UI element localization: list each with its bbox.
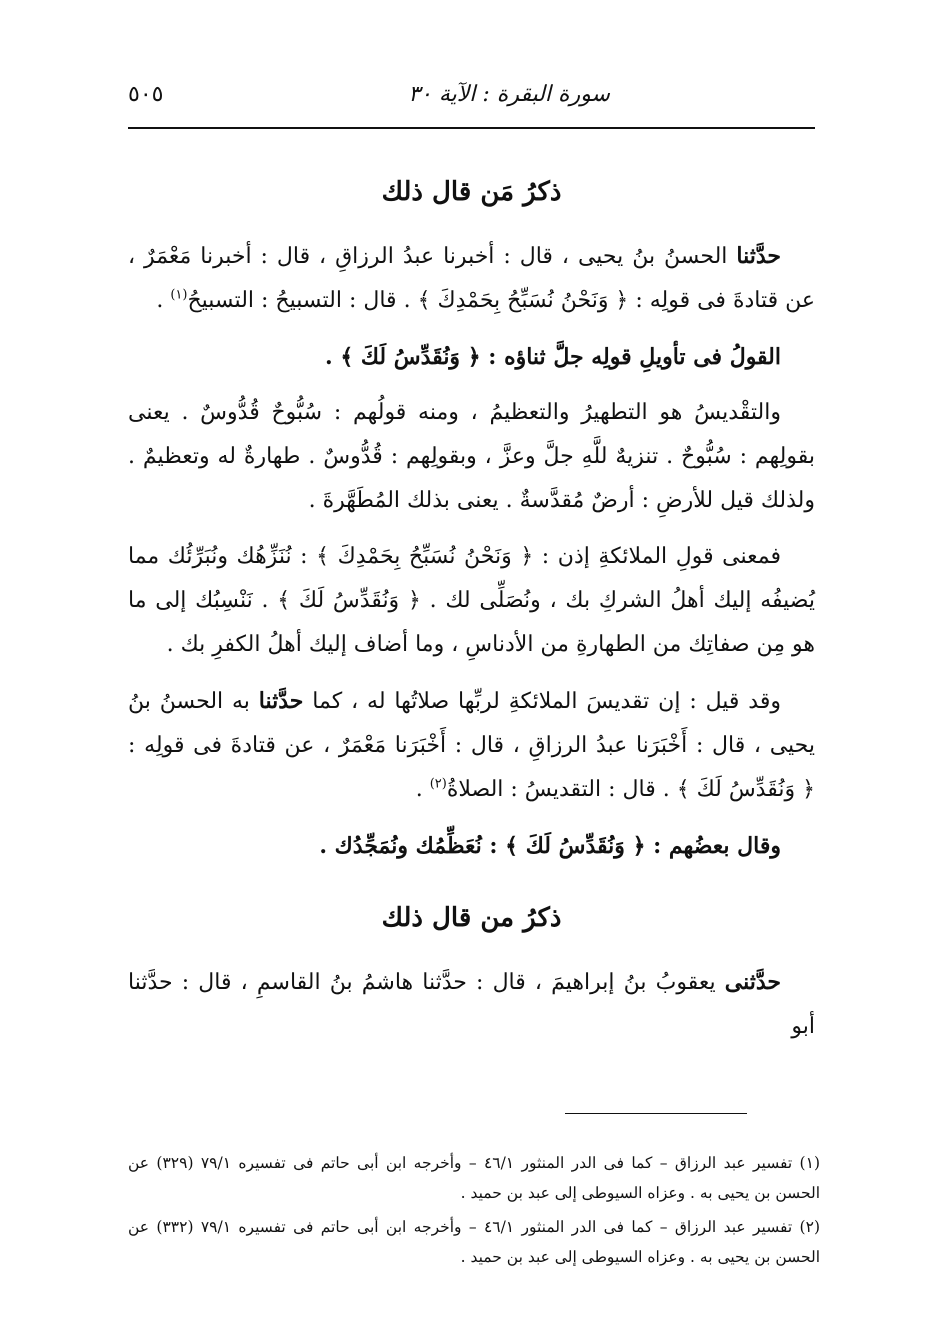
- paragraph-text: : نُنَزِّهُك ونُبَرِّئُك مما يُضيفُه إليك أهلُ الشركِ بك ، ونُصَلِّى لك .: [128, 544, 815, 613]
- quran-quote: ﴿ وَنُقَدِّسُ لَكَ ﴾: [676, 777, 815, 802]
- footnote-marker: (١): [170, 287, 188, 303]
- paragraph-4: [128, 679, 815, 812]
- quran-quote: ﴿ وَنَحْنُ نُسَبِّحُ بِحَمْدِكَ ﴾: [316, 544, 534, 569]
- quran-quote: ﴿ وَنُقَدِّسُ لَكَ ﴾: [340, 344, 481, 370]
- paragraph-text: .: [156, 288, 171, 313]
- paragraph-2: والتقْديسُ هو التطهيرُ والتعظيمُ ، ومنه قولُهم : سُبُّوحٌ قُدُّوسٌ . يعنى بقولِهم : سُبُّوحٌ . تنزيهٌ للَّهِ جلَّ وعزَّ ، وبقولِهم : قُدُّوسٌ . طهارةٌ له وتعظيمٌ . ولذلك قيل للأرضِ : أرضٌ مُقدَّسةٌ . يعنى بذلك المُطَهَّرةَ .: [128, 400, 815, 513]
- section-heading-2: ذكرُ من قال ذلك: [381, 903, 562, 933]
- section-heading-1: ذكرُ مَن قال ذلك: [381, 177, 562, 207]
- footnotes: [128, 1148, 820, 1276]
- paragraph-5: [128, 824, 815, 868]
- subheading-text: القولُ فى تأويلِ قولِه جلَّ ثناؤه :: [480, 344, 781, 370]
- subheading-tafsir: [128, 335, 815, 379]
- narration-lead: حدَّثنا: [258, 688, 304, 714]
- paragraph-3: [128, 535, 815, 667]
- header-rule: [128, 127, 815, 129]
- paragraph-text: الحسنُ بنُ يحيى ، قال : أخبرنا عبدُ الرزاقِ ، قال : أخبرنا مَعْمَرٌ ، عن قتادةَ فى قولِه :: [128, 244, 815, 313]
- narration-lead: حدَّثنا: [736, 243, 781, 269]
- paragraph-6: [128, 960, 815, 1049]
- page-number: ٥٠٥: [128, 82, 164, 107]
- footnote-separator: [565, 1113, 747, 1114]
- narration-lead: وقال بعضُهم :: [645, 833, 781, 859]
- paragraph-text: : نُعَظِّمُك ونُمَجِّدُك .: [319, 833, 506, 859]
- quran-quote: ﴿ وَنُقَدِّسُ لَكَ ﴾: [505, 833, 646, 859]
- paragraph-text: .: [415, 777, 430, 802]
- footnote-1: (١) تفسير عبد الرزاق – كما فى الدر المنثور ٤٦/١ – وأخرجه ابن أبى حاتم فى تفسيره ٧٩/١ (٣٢٩) عن الحسن بن يحيى به . وعزاه السيوطى إلى عبد بن حميد .: [128, 1154, 820, 1202]
- paragraph-text: . نَنْسِبُك إلى ما هو مِن صفاتِك من الطهارةِ من الأدناسِ ، وما أضاف إليك أهلُ الكفرِ بك .: [128, 588, 815, 657]
- paragraph-text: . قال : التسبيحُ : التسبيحُ: [187, 288, 418, 313]
- footnote-2: (٢) تفسير عبد الرزاق – كما فى الدر المنثور ٤٦/١ – وأخرجه ابن أبى حاتم فى تفسيره ٧٩/١ (٣٣٢) عن الحسن بن يحيى به . وعزاه السيوطى إلى عبد بن حميد .: [128, 1218, 820, 1266]
- paragraph-text: به الحسنُ بنُ يحيى ، قال : أَخْبَرَنا عبدُ الرزاقِ ، قال : أَخْبَرَنا مَعْمَرٌ ، عن قتادةَ فى قولِه :: [128, 689, 815, 758]
- footnote-marker: (٢): [429, 776, 447, 792]
- subheading-tail: .: [325, 344, 341, 370]
- narration-lead: حدَّثنى: [724, 969, 781, 995]
- paragraph-1: [128, 234, 815, 323]
- paragraph-text: فمعنى قولِ الملائكةِ إذن :: [533, 544, 781, 569]
- surah-title: سورة البقرة : الآية ٣٠: [408, 82, 610, 107]
- main-text: [128, 160, 815, 1061]
- paragraph-text: . قال : التقديسُ : الصلاةُ: [446, 777, 677, 802]
- quran-quote: ﴿ وَنُقَدِّسُ لَكَ ﴾: [277, 588, 421, 613]
- paragraph-text: وقد قيل : إن تقديسَ الملائكةِ لربِّها صلاتُها له ، كما: [303, 689, 781, 714]
- paragraph-text: يعقوبُ بنُ إبراهيمَ ، قال : حدَّثنا هاشمُ بنُ القاسمِ ، قال : حدَّثنا أبو: [128, 970, 815, 1039]
- quran-quote: ﴿ وَنَحْنُ نُسَبِّحُ بِحَمْدِكَ ﴾: [417, 288, 629, 313]
- running-header: [128, 78, 815, 128]
